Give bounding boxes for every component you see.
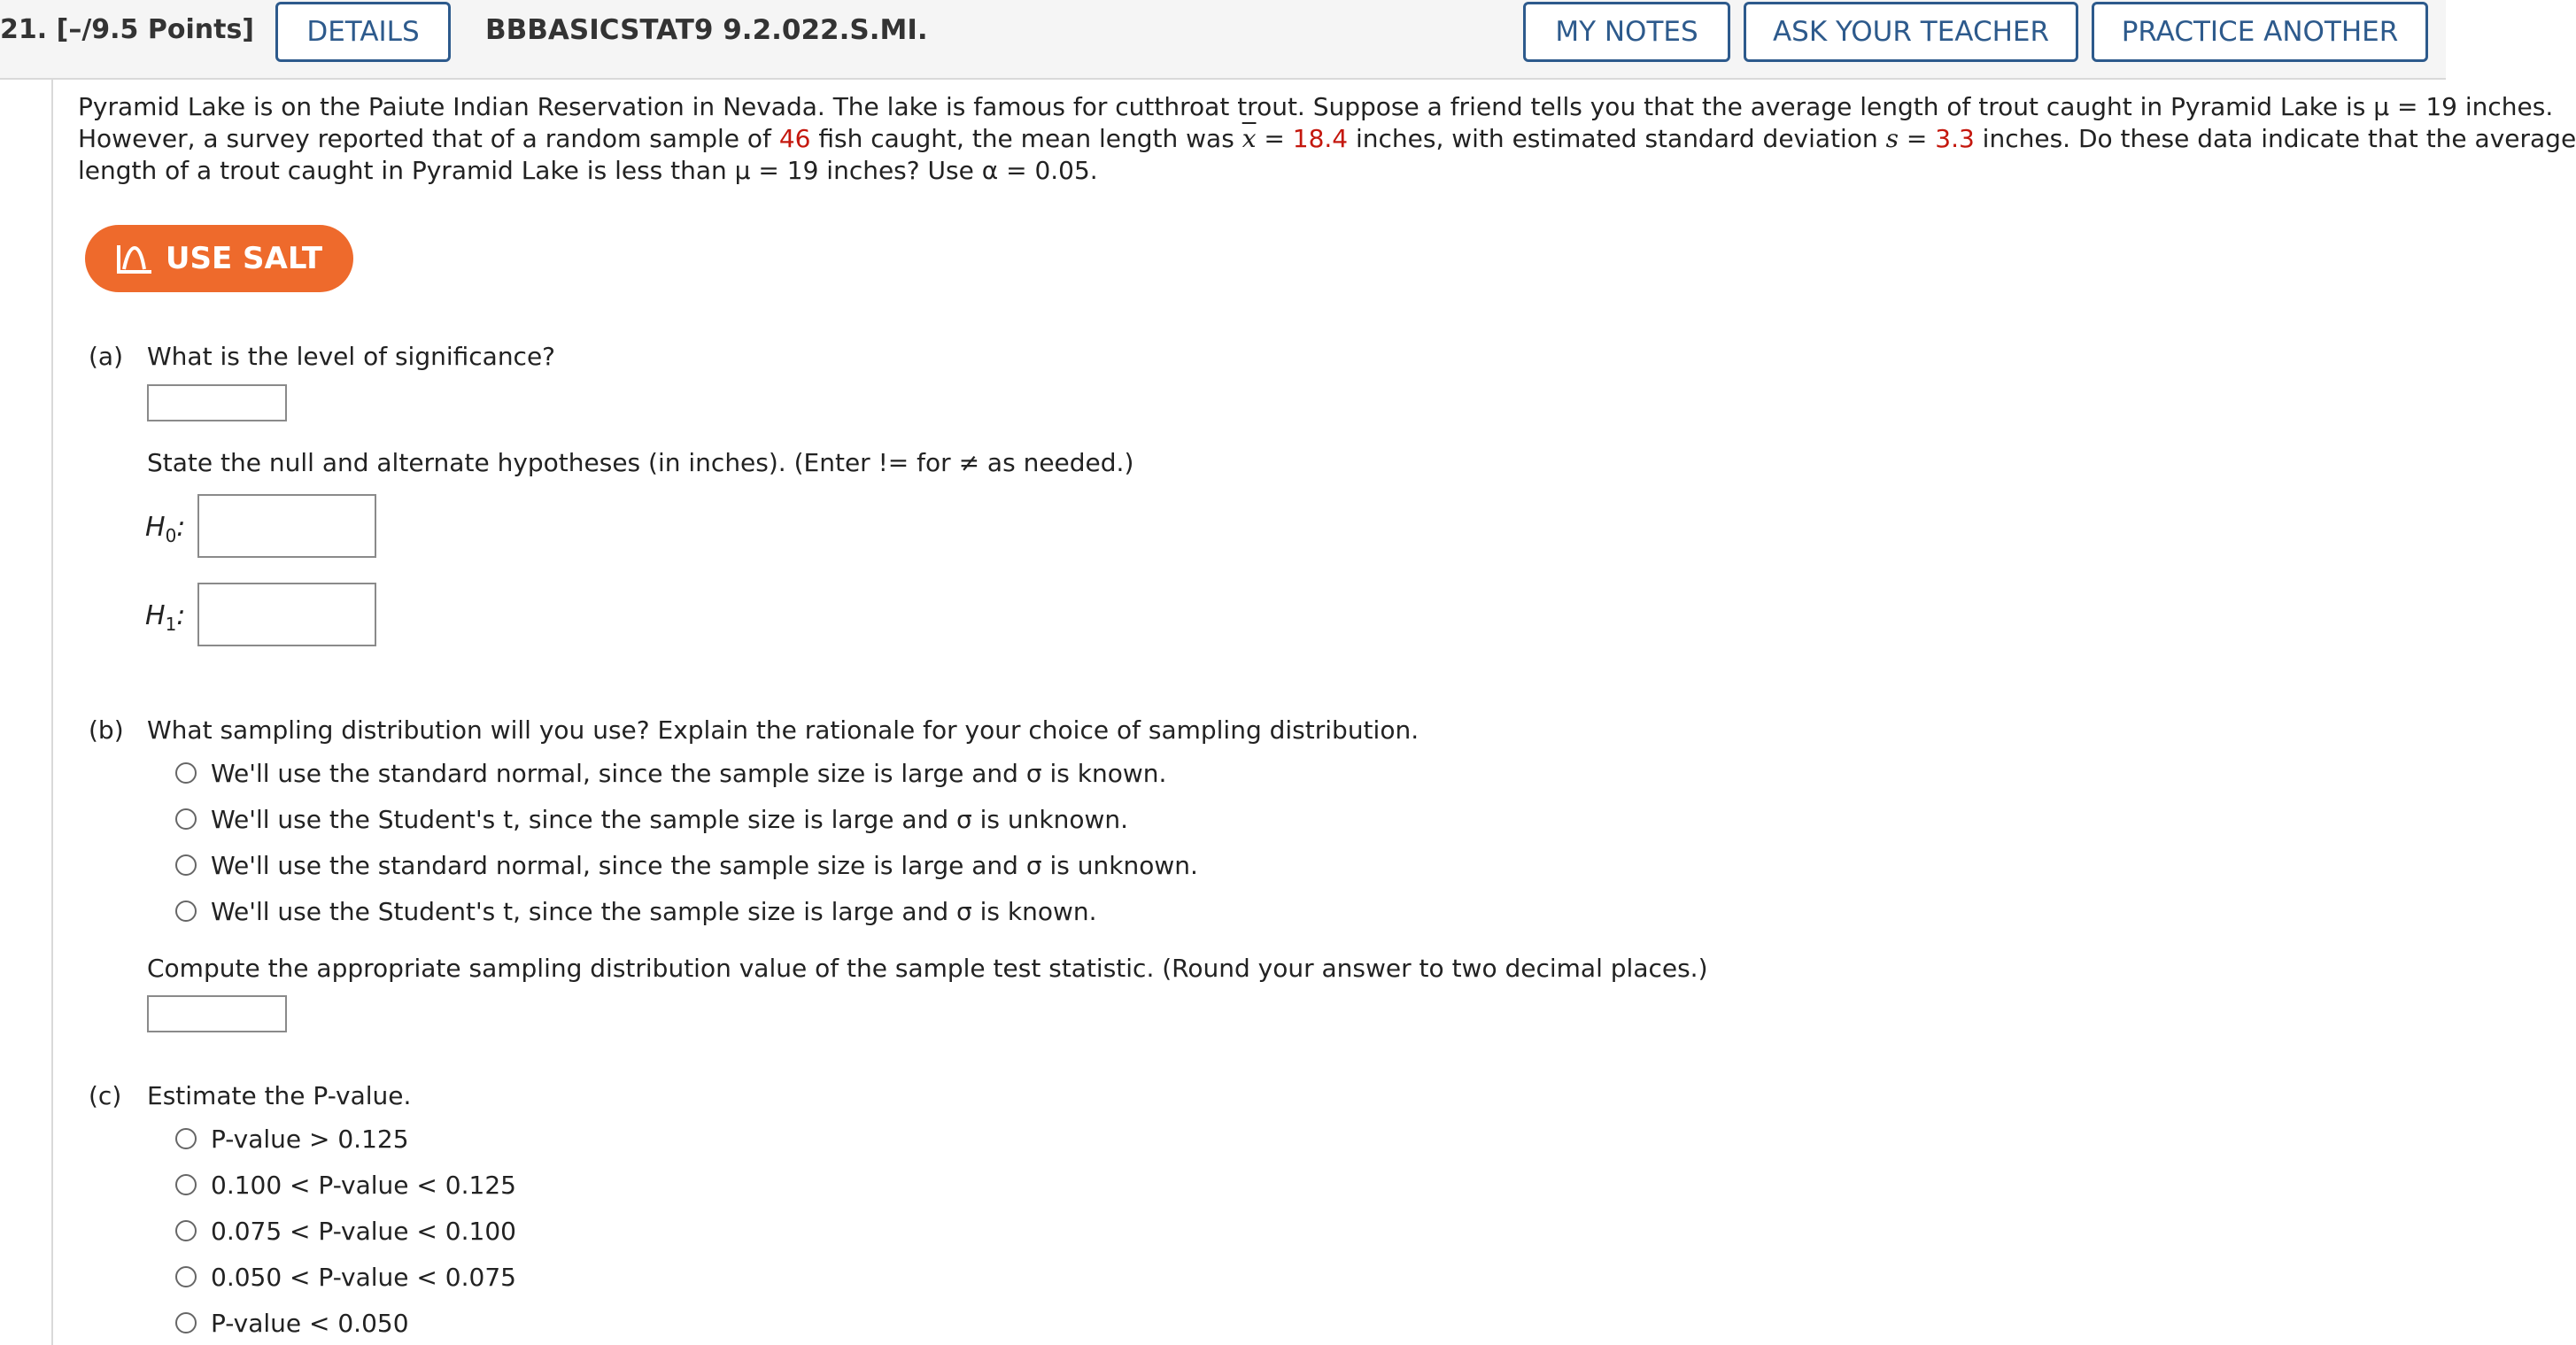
sample-size: 46 [778, 124, 811, 153]
pvalue-option[interactable] [175, 1261, 516, 1293]
h1-label: $H_1$: [145, 600, 186, 635]
option-label: 0.050 < P-value < 0.075 [211, 1262, 516, 1292]
radio-button[interactable] [175, 854, 197, 876]
part-a-question: What is the level of significance? [147, 342, 556, 371]
salt-chart-icon [116, 243, 153, 274]
practice-another-button[interactable]: PRACTICE ANOTHER [2092, 2, 2428, 62]
part-c-question: Estimate the P-value. [147, 1081, 412, 1110]
pvalue-option[interactable] [175, 1215, 516, 1247]
sample-sd: 3.3 [1935, 124, 1975, 153]
option-label: 0.100 < P-value < 0.125 [211, 1170, 516, 1200]
question-number: 21. [0, 14, 48, 45]
xbar-symbol: $\overline{x}$ [1242, 124, 1257, 153]
details-button[interactable]: DETAILS [275, 2, 451, 62]
points: [–/9.5 Points] [56, 14, 255, 45]
option-label: P-value < 0.050 [211, 1308, 409, 1338]
hypotheses-prompt: State the null and alternate hypotheses (in inches). (Enter != for ≠ as needed.) [147, 448, 1134, 477]
sample-mean: 18.4 [1292, 124, 1349, 153]
ask-your-teacher-button[interactable]: ASK YOUR TEACHER [1744, 2, 2078, 62]
use-salt-button[interactable] [85, 225, 353, 292]
sampling-option[interactable] [175, 849, 1198, 881]
text: = [1256, 124, 1293, 153]
radio-button[interactable] [175, 1128, 197, 1149]
use-salt-label: USE SALT [165, 241, 323, 276]
text: inches. Do these data indicate that the average [1974, 124, 2576, 153]
text: = [1898, 124, 1936, 153]
radio-button[interactable] [175, 1266, 197, 1287]
compute-prompt: Compute the appropriate sampling distribution value of the sample test statistic. (Round your answer to two decimal places.) [147, 954, 1708, 983]
question-header [0, 0, 2446, 80]
my-notes-button[interactable]: MY NOTES [1523, 2, 1730, 62]
option-label: We'll use the Student's t, since the sample size is large and σ is unknown. [211, 804, 1129, 834]
h0-input[interactable] [197, 494, 376, 558]
h0-label: $H_0$: [145, 512, 186, 546]
text: inches, with estimated standard deviation [1348, 124, 1886, 153]
radio-button[interactable] [175, 808, 197, 830]
part-b-question: What sampling distribution will you use? Explain the rationale for your choice of sampling distribution. [147, 715, 1420, 745]
radio-button[interactable] [175, 1174, 197, 1195]
option-label: 0.075 < P-value < 0.100 [211, 1216, 516, 1246]
part-c-label: (c) [89, 1081, 122, 1110]
significance-level-input[interactable] [147, 384, 287, 421]
h0-letter: H [145, 512, 166, 543]
problem-code: BBBASICSTAT9 9.2.022.S.MI. [485, 14, 928, 46]
sampling-option[interactable] [175, 803, 1128, 835]
problem-line-3: length of a trout caught in Pyramid Lake is less than μ = 19 inches? Use α = 0.05. [78, 156, 1098, 185]
test-statistic-input[interactable] [147, 995, 287, 1032]
radio-button[interactable] [175, 1312, 197, 1333]
option-label: We'll use the standard normal, since the sample size is large and σ is known. [211, 758, 1167, 788]
option-label: We'll use the standard normal, since the sample size is large and σ is unknown. [211, 850, 1198, 880]
question-number-and-points [0, 14, 254, 45]
s-symbol: s [1885, 124, 1899, 153]
pvalue-option[interactable] [175, 1169, 516, 1201]
text: However, a survey reported that of a random sample of [78, 124, 779, 153]
text: fish caught, the mean length was [810, 124, 1242, 153]
h0-subscript: 0 [165, 525, 177, 546]
h1-subscript: 1 [165, 614, 177, 635]
option-label: We'll use the Student's t, since the sample size is large and σ is known. [211, 896, 1097, 926]
h1-letter: H [145, 600, 166, 631]
sampling-option[interactable] [175, 895, 1097, 927]
pvalue-option[interactable] [175, 1123, 409, 1155]
h1-input[interactable] [197, 583, 376, 646]
part-b-label: (b) [89, 715, 124, 745]
problem-line-1: Pyramid Lake is on the Paiute Indian Reservation in Nevada. The lake is famous for cutthroat trout. Suppose a friend tells you that the average length of trout caught in Pyramid Lake is μ = 19 inches. [78, 92, 2554, 121]
radio-button[interactable] [175, 901, 197, 922]
part-a-label: (a) [89, 342, 124, 371]
radio-button[interactable] [175, 762, 197, 784]
content-divider [51, 78, 53, 1345]
problem-line-2 [78, 124, 2576, 153]
option-label: P-value > 0.125 [211, 1124, 409, 1154]
pvalue-option[interactable] [175, 1307, 409, 1339]
radio-button[interactable] [175, 1220, 197, 1241]
sampling-option[interactable] [175, 757, 1166, 789]
